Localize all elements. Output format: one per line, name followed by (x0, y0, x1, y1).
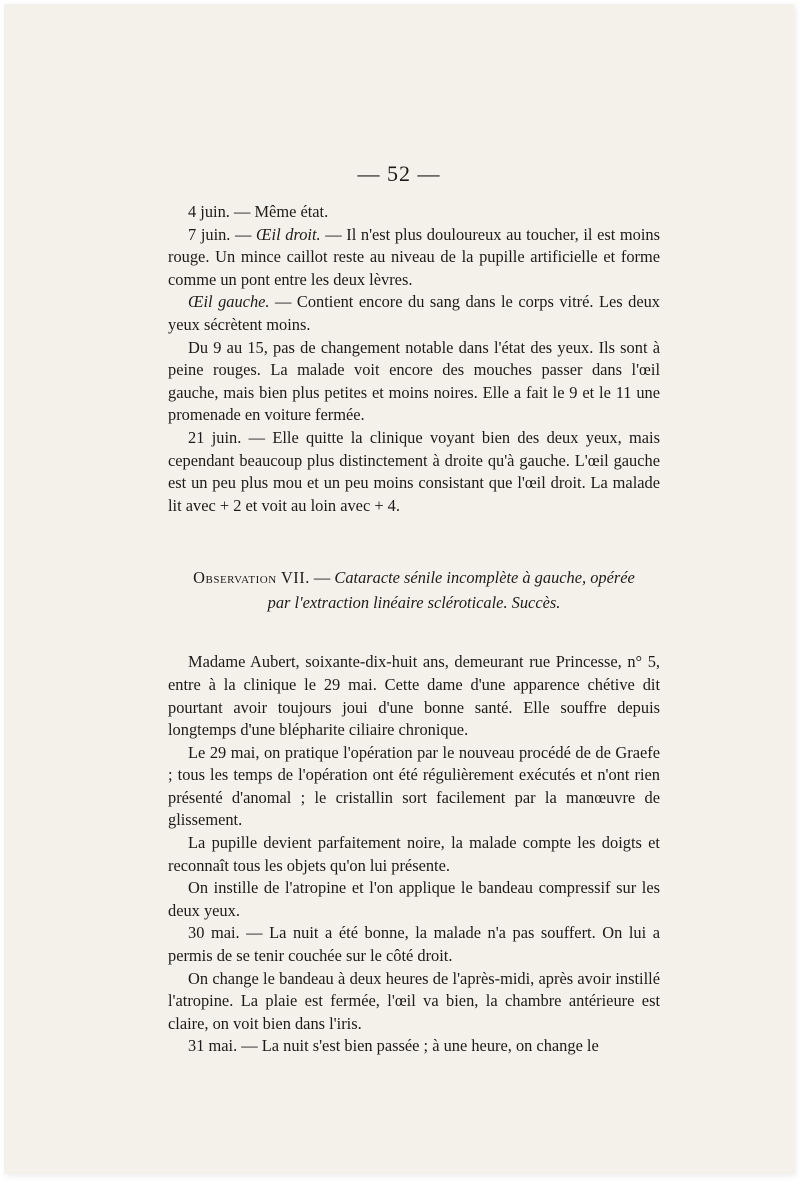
heading-dash: — (309, 568, 335, 588)
paragraph: 21 juin. — Elle quitte la clinique voyant bien des deux yeux, mais cependant beaucoup plus distinctement à droite qu'à gauche. L'œil gauche est un peu plus mou et un peu moins consistant que l'œil droit. La malade lit avec + 2 et voit au loin avec + 4. (168, 427, 660, 515)
paragraph: Le 29 mai, on pratique l'opération par le nouveau procédé de de Graefe ; tous les temps de l'opération ont été régulièrement exécutés et n'ont rien présenté d'anomal ; le cristallin sort facilement par la manœuvre de glissement. (168, 742, 660, 830)
observation-label: Observation VII. (193, 568, 310, 588)
paragraph (168, 291, 660, 336)
italic-term: Œil droit. (256, 224, 321, 244)
paragraph-text: — Il n'est plus douloureux au toucher, il est moins rouge. Un mince caillot reste au niveau de la pupille artificielle et forme comme un pont entre les deux lèvres. (168, 224, 660, 289)
paragraph: On instille de l'atropine et l'on applique le bandeau compressif sur les deux yeux. (168, 878, 660, 920)
observation-heading (168, 565, 660, 615)
paragraph: On change le bandeau à deux heures de l'après-midi, après avoir instillé l'atropine. La plaie est fermée, l'œil va bien, la chambre antérieure est claire, on voit bien dans l'iris. (168, 968, 660, 1033)
paragraph: La pupille devient parfaitement noire, la malade compte les doigts et reconnaît tous les objets qu'on lui présente. (168, 833, 660, 875)
date-prefix: 7 juin. — (188, 224, 257, 244)
paragraph: 30 mai. — La nuit a été bonne, la malade n'a pas souffert. On lui a permis de se tenir couchée sur le côté droit. (168, 923, 660, 966)
page-body (168, 201, 660, 1058)
paragraph: 4 juin. — Même état. (188, 202, 329, 221)
page-number: — 52 — (357, 161, 441, 186)
book-page (4, 4, 794, 1174)
paragraph: 31 mai. — La nuit s'est bien passée ; à une heure, on change le (188, 1036, 599, 1056)
paragraph-text: — Contient encore du sang dans le corps vitré. Les deux yeux sécrètent moins. (168, 292, 660, 334)
observation-title-line2: par l'extraction linéaire scléroticale. Succès. (267, 593, 561, 613)
observation-title-line1: Cataracte sénile incomplète à gauche, opérée (334, 568, 635, 588)
italic-term: Œil gauche. (188, 292, 270, 312)
paragraph (168, 224, 660, 292)
paragraph: Madame Aubert, soixante-dix-huit ans, demeurant rue Princesse, n° 5, entre à la clinique le 29 mai. Cette dame d'une apparence chétive dit pourtant avoir toujours joui d'une bonne santé. Elle souffre depuis longtemps d'une blépharite ciliaire chronique. (168, 652, 660, 740)
paragraph: Du 9 au 15, pas de changement notable dans l'état des yeux. Ils sont à peine rouges. La malade voit encore des mouches passer dans l'œil gauche, mais bien plus petites et moins noires. Elle a fait le 9 et le 11 une promenade en voiture fermée. (168, 337, 660, 425)
